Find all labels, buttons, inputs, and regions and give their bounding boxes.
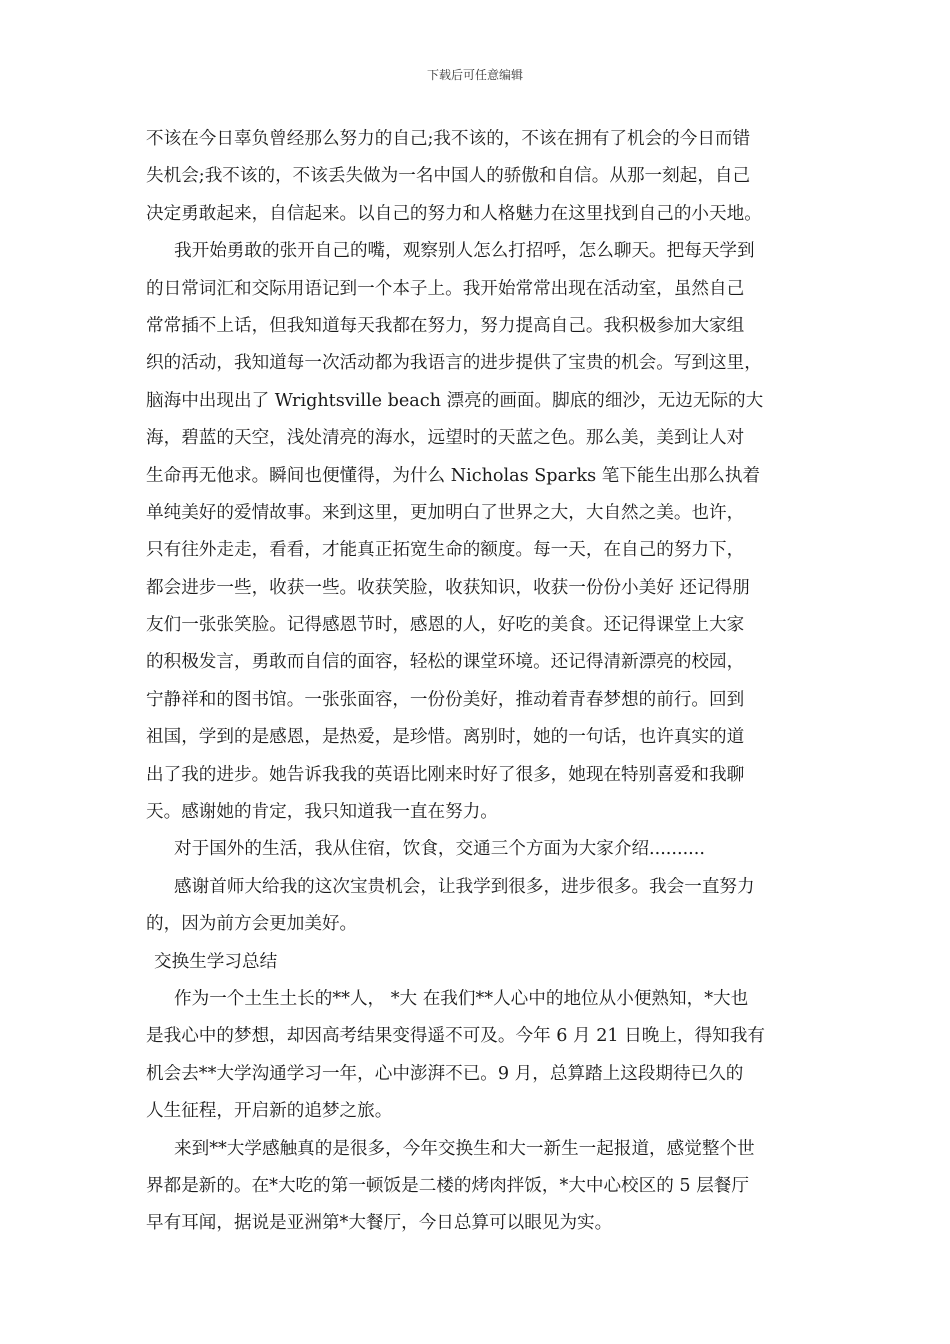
text-line: 的，因为前方会更加美好。: [146, 914, 358, 935]
text-line: 天。感谢她的肯定，我只知道我一直在努力。: [146, 802, 498, 823]
text-line: 的积极发言，勇敢而自信的面容，轻松的课堂环境。还记得清新漂亮的校园，: [146, 652, 745, 673]
text-line: 来到**大学感触真的是很多，今年交换生和大一新生一起报道，感觉整个世: [174, 1138, 755, 1159]
text-line: 海，碧蓝的天空，浅处清亮的海水，远望时的天蓝之色。那么美，美到让人对: [146, 428, 745, 449]
text-line: 对于国外的生活，我从住宿，饮食，交通三个方面为大家介绍..........: [174, 839, 705, 860]
text-line: 是我心中的梦想，却因高考结果变得遥不可及。今年 6 月 21 日晚上，得知我有: [146, 1026, 765, 1047]
text-line: 早有耳闻，据说是亚洲第*大餐厅，今日总算可以眼见为实。: [146, 1213, 613, 1234]
text-line: 决定勇敢起来，自信起来。以自己的努力和人格魅力在这里找到自己的小天地。: [146, 203, 762, 224]
text-line: 交换生学习总结: [154, 951, 278, 972]
text-line: 生命再无他求。瞬间也便懂得，为什么 Nicholas Sparks 笔下能生出那么执着: [146, 465, 761, 486]
text-line: 祖国，学到的是感恩，是热爱，是珍惜。离别时，她的一句话，也许真实的道: [146, 727, 745, 748]
text-line: 人生征程，开启新的追梦之旅。: [146, 1101, 393, 1122]
text-line: 失机会;我不该的，不该丢失做为一名中国人的骄傲和自信。从那一刻起，自己: [146, 166, 751, 187]
text-line: 机会去**大学沟通学习一年，心中澎湃不已。9 月，总算踏上这段期待已久的: [146, 1063, 744, 1084]
text-line: 作为一个土生土长的**人， *大 在我们**人心中的地位从小便熟知，*大也: [174, 988, 749, 1009]
text-line: 出了我的进步。她告诉我我的英语比刚来时好了很多，她现在特别喜爱和我聊: [146, 764, 745, 785]
text-line: 都会进步一些，收获一些。收获笑脸，收获知识，收获一份份小美好 还记得朋: [146, 577, 750, 598]
text-line: 界都是新的。在*大吃的第一顿饭是二楼的烤肉拌饭，*大中心校区的 5 层餐厅: [146, 1175, 749, 1196]
text-line: 织的活动，我知道每一次活动都为我语言的进步提供了宝贵的机会。写到这里，: [146, 353, 762, 374]
document-body: [146, 121, 812, 1243]
text-line: 脑海中出现出了 Wrightsville beach 漂亮的画面。脚底的细沙，无边无际的大: [146, 390, 764, 411]
text-line: 单纯美好的爱情故事。来到这里，更加明白了世界之大，大自然之美。也许，: [146, 502, 745, 523]
text-line: 常常插不上话，但我知道每天我都在努力，努力提高自己。我积极参加大家组: [146, 315, 745, 336]
text-line: 的日常词汇和交际用语记到一个本子上。我开始常常出现在活动室，虽然自己: [146, 278, 745, 299]
text-line: 感谢首师大给我的这次宝贵机会，让我学到很多，进步很多。我会一直努力: [174, 876, 755, 897]
page-header: 下载后可任意编辑: [426, 68, 523, 82]
text-line: 友们一张张笑脸。记得感恩节时，感恩的人，好吃的美食。还记得课堂上大家: [146, 615, 745, 636]
text-line: 我开始勇敢的张开自己的嘴，观察别人怎么打招呼，怎么聊天。把每天学到: [174, 241, 755, 262]
text-line: 不该在今日辜负曾经那么努力的自己;我不该的，不该在拥有了机会的今日而错: [146, 129, 751, 149]
text-line: 只有往外走走，看看，才能真正拓宽生命的额度。每一天，在自己的努力下，: [146, 540, 745, 561]
text-line: 宁静祥和的图书馆。一张张面容，一份份美好，推动着青春梦想的前行。回到: [146, 689, 745, 710]
